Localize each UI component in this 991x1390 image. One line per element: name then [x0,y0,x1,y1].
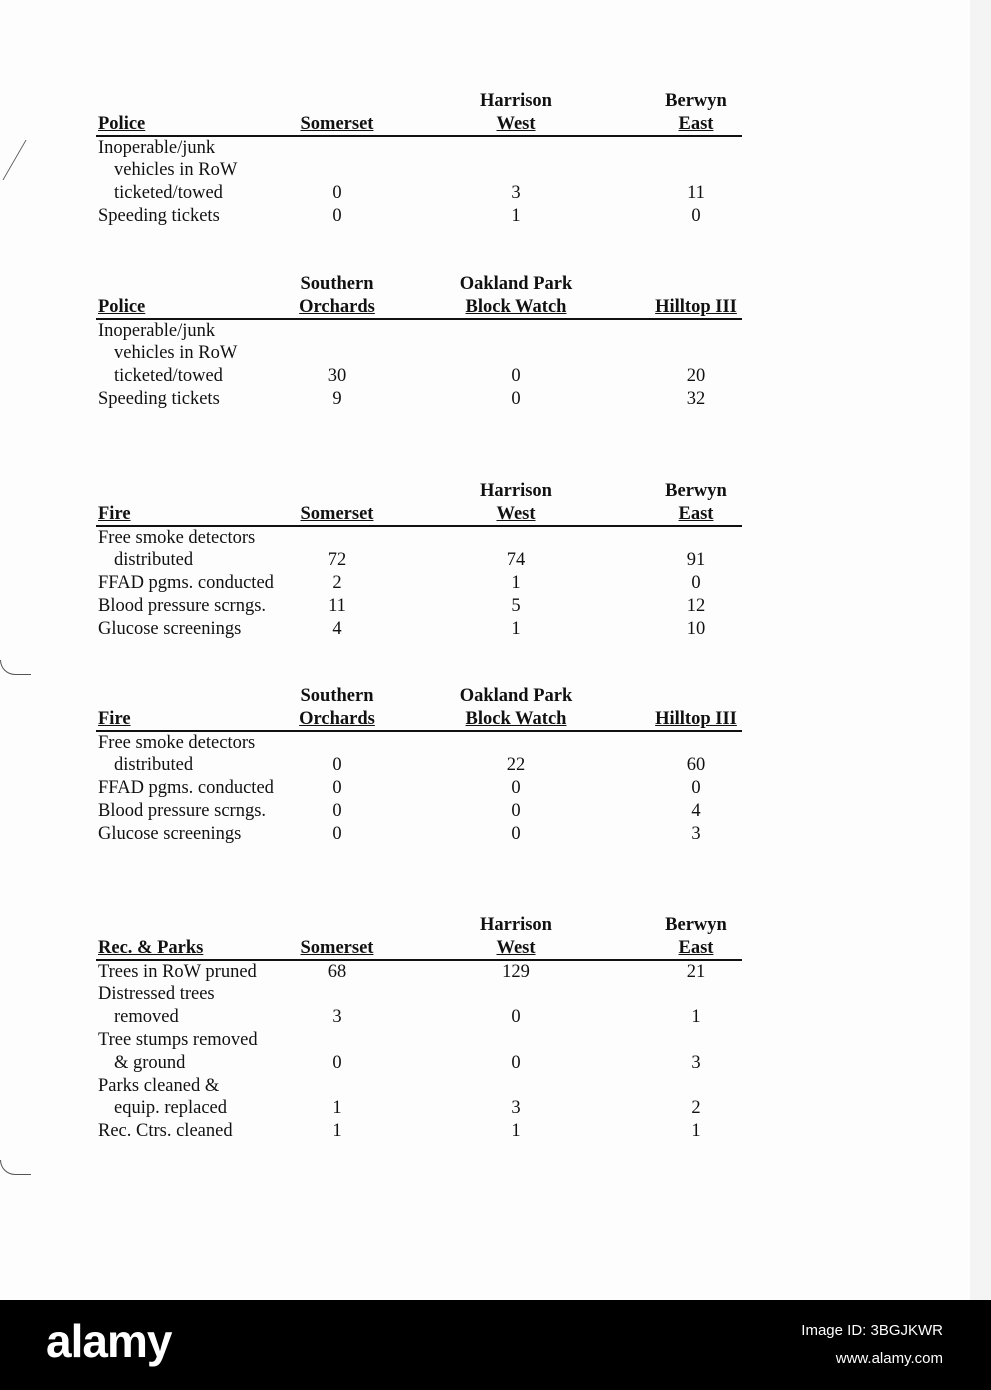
cell-value: 0 [332,800,342,821]
column-header [247,685,427,731]
cell-value: 5 [511,595,521,616]
data-table-rec-parks [96,914,742,1143]
column-header-line: East [678,503,714,524]
cell-value: 11 [687,183,705,204]
cell-value: 0 [691,573,701,594]
column-header [606,296,786,319]
table-row [96,618,742,641]
site-url: www.alamy.com [835,1350,943,1367]
cell-value: 1 [332,1098,342,1119]
cell-value: 1 [511,1121,521,1142]
table-header [96,90,742,136]
column-header [426,273,606,319]
cell-value: 0 [511,366,521,387]
cell-value: 0 [332,183,342,204]
data-table-police [96,273,742,411]
section-title: Police [98,113,146,134]
column-header [606,90,786,136]
column-header-line: West [496,503,536,524]
section-title: Police [98,296,146,317]
cell-value: 0 [332,755,342,776]
cell-value: 11 [328,595,346,616]
cell-value: 0 [332,205,342,226]
cell-value: 3 [332,1007,342,1028]
column-header [426,480,606,526]
cell-value: 9 [332,388,342,409]
row-label-line: Glucose screenings [98,618,242,639]
cell-value: 0 [511,388,521,409]
cell-value: 3 [691,823,701,844]
cell-value: 0 [511,800,521,821]
punch-hole-mark [0,1160,31,1175]
row-label-line: vehicles in RoW [114,160,238,181]
row-label-line: Speeding tickets [98,205,220,226]
cell-value: 0 [332,823,342,844]
table-row [96,823,742,846]
table-row [96,137,742,205]
column-header-line: Block Watch [465,708,567,729]
column-header-line: Oakland Park [459,274,573,294]
row-label-line: FFAD pgms. conducted [98,778,274,799]
table-row [96,961,742,984]
table-row [96,1075,742,1121]
cell-value: 1 [691,1007,701,1028]
column-header [606,480,786,526]
data-table-police [96,90,742,228]
column-header-line: Southern [300,686,374,706]
column-header [426,685,606,731]
row-label-line: vehicles in RoW [114,343,238,364]
cell-value: 2 [691,1098,701,1119]
column-header-line: Orchards [299,708,375,729]
cell-value: 3 [511,183,521,204]
row-label-line: distributed [114,755,194,776]
column-header-line: Berwyn [665,915,727,935]
cell-value: 1 [691,1121,701,1142]
column-header-line: Harrison [480,91,552,111]
data-table-fire [96,685,742,846]
column-header-line: Oakland Park [459,686,573,706]
cell-value: 32 [686,388,706,409]
table-row [96,205,742,228]
row-label-line: Blood pressure scrngs. [98,800,267,821]
column-header-line: Somerset [300,503,374,524]
cell-value: 91 [686,550,706,571]
cell-value: 74 [506,550,526,571]
row-label-line: Rec. Ctrs. cleaned [98,1121,233,1142]
section-title: Fire [98,708,131,729]
cell-value: 4 [332,618,342,639]
cell-value: 0 [511,823,521,844]
table-header [96,480,742,526]
column-header-line: West [496,937,536,958]
punch-hole-mark [0,660,31,675]
row-label-line: Inoperable/junk [98,137,216,158]
column-header-line: Harrison [480,481,552,501]
row-label-line: ticketed/towed [114,366,223,387]
row-label-line: Speeding tickets [98,388,220,409]
cell-value: 0 [691,778,701,799]
cell-value: 3 [691,1052,701,1073]
cell-value: 1 [511,573,521,594]
column-header-line: Somerset [300,937,374,958]
row-label-line: ticketed/towed [114,183,223,204]
row-label-line: Tree stumps removed [98,1029,258,1050]
cell-value: 1 [511,618,521,639]
row-label-line: FFAD pgms. conducted [98,573,274,594]
cell-value: 1 [332,1121,342,1142]
table-header [96,685,742,731]
table-header [96,914,742,960]
section-title: Rec. & Parks [98,937,204,958]
table-row [96,388,742,411]
row-label-line: Inoperable/junk [98,320,216,341]
row-label-line: Parks cleaned & [98,1075,220,1096]
column-header [426,914,606,960]
page-edge [970,0,991,1300]
table-row [96,595,742,618]
watermark-footer [0,1300,991,1390]
column-header-line: Berwyn [665,481,727,501]
cell-value: 4 [691,800,701,821]
row-label-line: Glucose screenings [98,823,242,844]
cell-value: 0 [511,1052,521,1073]
column-header [247,273,427,319]
row-label-line: distributed [114,550,194,571]
column-header-line: Orchards [299,296,375,317]
cell-value: 1 [511,205,521,226]
row-label-line: Trees in RoW pruned [98,961,257,982]
column-header [247,113,427,136]
cell-value: 21 [686,961,706,982]
column-header-line: Berwyn [665,91,727,111]
cell-value: 0 [511,778,521,799]
column-header [247,503,427,526]
table-row [96,1120,742,1143]
table-row [96,572,742,595]
row-label-line: & ground [114,1052,186,1073]
cell-value: 10 [686,618,706,639]
table-row [96,983,742,1029]
cell-value: 68 [327,961,347,982]
row-label-line: Free smoke detectors [98,732,256,753]
row-label-line: Distressed trees [98,984,215,1005]
binder-mark [0,140,27,180]
cell-value: 2 [332,573,342,594]
cell-value: 0 [691,205,701,226]
cell-value: 20 [686,366,706,387]
table-row [96,527,742,573]
column-header [606,708,786,731]
column-header-line: Somerset [300,113,374,134]
cell-value: 30 [327,366,347,387]
column-header [426,90,606,136]
row-label-line: Free smoke detectors [98,527,256,548]
column-header-line: Southern [300,274,374,294]
column-header [247,937,427,960]
table-row [96,1029,742,1075]
row-label-line: Blood pressure scrngs. [98,595,267,616]
table-row [96,732,742,778]
column-header-line: East [678,937,714,958]
table-row [96,800,742,823]
cell-value: 0 [332,778,342,799]
cell-value: 0 [511,1007,521,1028]
cell-value: 12 [686,595,706,616]
column-header-line: West [496,113,536,134]
row-label-line: removed [114,1007,179,1028]
table-header [96,273,742,319]
cell-value: 22 [506,755,526,776]
cell-value: 3 [511,1098,521,1119]
cell-value: 129 [502,961,530,982]
column-header [606,914,786,960]
table-row [96,320,742,388]
cell-value: 0 [332,1052,342,1073]
row-label-line: equip. replaced [114,1098,227,1119]
column-header-line: Hilltop III [655,296,737,317]
column-header-line: Hilltop III [655,708,737,729]
table-row [96,777,742,800]
section-title: Fire [98,503,131,524]
data-table-fire [96,480,742,641]
cell-value: 72 [327,550,347,571]
column-header-line: Block Watch [465,296,567,317]
image-id: Image ID: 3BGJKWR [801,1322,943,1339]
column-header-line: East [678,113,714,134]
column-header-line: Harrison [480,915,552,935]
alamy-logo: alamy [46,1315,172,1367]
cell-value: 60 [686,755,706,776]
